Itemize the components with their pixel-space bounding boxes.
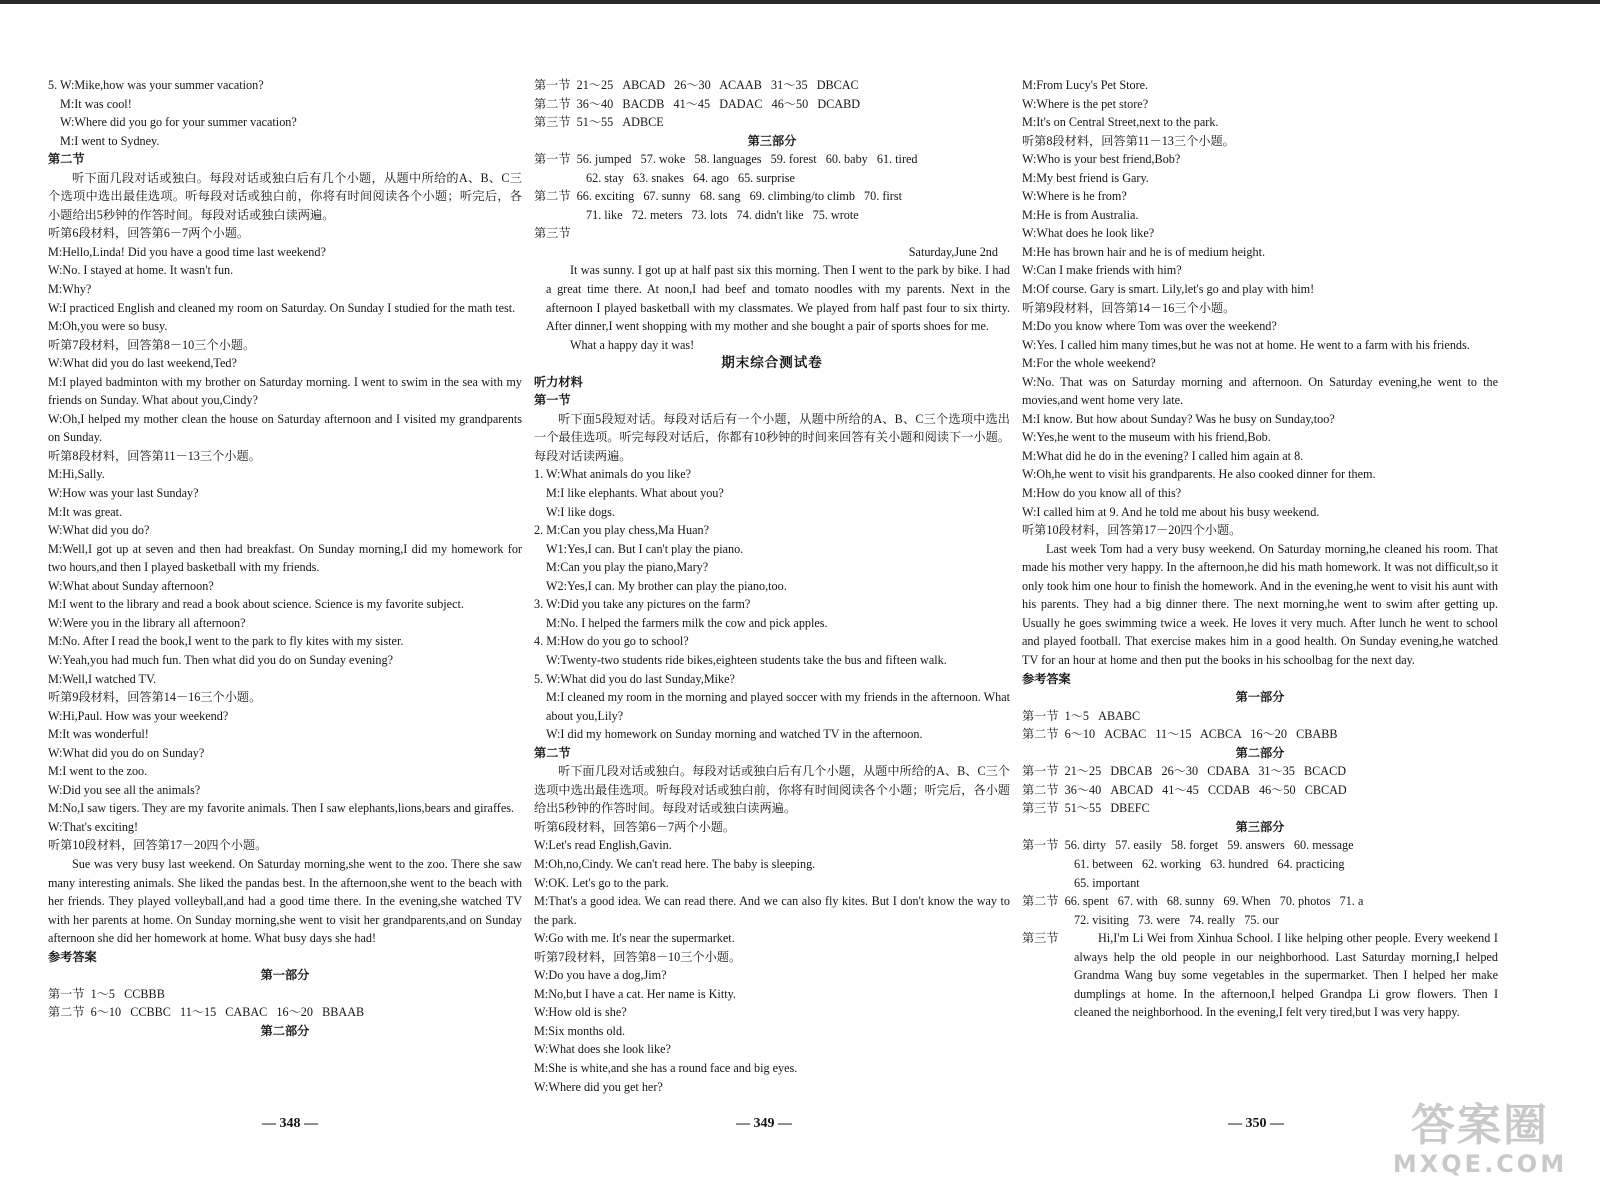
col1-line: M:No. After I read the book,I went to the park to fly kites with my sister. xyxy=(48,634,404,649)
col1-line: W:Did you see all the animals? xyxy=(48,782,201,797)
col2-line: 62. stay 63. snakes 64. ago 65. surprise xyxy=(586,170,795,185)
col2-line: 听第7段材料，回答第8－10三个小题。 xyxy=(534,949,742,964)
col2-line: M:I cleaned my room in the morning and played soccer with my friends in the afternoon. What about you,Lily? xyxy=(546,690,1010,723)
col3-line: M:It's on Central Street,next to the park. xyxy=(1022,115,1219,130)
col2-line: M:Oh,no,Cindy. We can't read here. The baby is sleeping. xyxy=(534,856,816,871)
col1-line: M:Well,I got up at seven and then had breakfast. On Sunday morning,I did my homework for two hours,and then I played basketball with my friends. xyxy=(48,541,522,575)
col3-line: 第二节 36～40 ABCAD 41～45 CCDAB 46～50 CBCAD xyxy=(1022,782,1347,797)
col3-line: W:Yes. I called him many times,but he was not at home. He went to a farm with his friends. xyxy=(1022,337,1470,352)
col3-line: 第一节 21～25 DBCAB 26～30 CDABA 31～35 BCACD xyxy=(1022,764,1347,779)
col1-line: M:Oh,you were so busy. xyxy=(48,319,168,334)
col3-line: M:For the whole weekend? xyxy=(1022,356,1156,371)
col1-line: M:Well,I watched TV. xyxy=(48,671,157,686)
col1-line: Sue was very busy last weekend. On Saturday morning,she went to the zoo. There she saw many interesting animals. She liked the pandas best. In the afternoon,she went to the beach with her friends. They played volleyball,and had a good time there. In the evening,she watched TV with her parents at home. On Sunday morning,she went to visit her grandparents,and on Sunday afternoon she did her homework at home. What busy days she had! xyxy=(48,856,522,946)
col3-line: 第二节 6～10 ACBAC 11～15 ACBCA 16～20 CBABB xyxy=(1022,727,1338,742)
col2-line: 听下面几段对话或独白。每段对话或独白后有几个小题，从题中所给的A、B、C三个选项中选出最佳选项。听每段对话或独白前，你将有时间阅读各个小题；听完后，各小题给出5秒钟的作答时间。每段对话或独白读两遍。 xyxy=(534,764,1010,816)
col2-line: 听第6段材料，回答第6－7两个小题。 xyxy=(534,819,736,834)
col3-line: W:What does he look like? xyxy=(1022,226,1155,241)
col3-line: M:Of course. Gary is smart. Lily,let's go and play with him! xyxy=(1022,282,1315,297)
watermark-url: MXQE.COM xyxy=(1392,1150,1568,1178)
col1-line: 听第10段材料，回答第17－20四个小题。 xyxy=(48,838,268,853)
col3-line: Last week Tom had a very busy weekend. On Saturday morning,he cleaned his room. That made his mother very happy. In the afternoon,he did his math homework. It was not difficult,so it only took him one hour to finish the homework. And in the evening,he went to visit his aunt with his parents. They had a big dinner there. The next morning,he went to swim after getting up. Usually he goes swimming twice a week. He loves it very much. After lunch he went to school and played football. That exercise makes him in a good health. On Sunday evening,he watched TV for an hour at home and then put the books in his schoolbag for the next day. xyxy=(1022,541,1498,667)
col2-line: 第三节 xyxy=(534,226,571,241)
col2-line: Saturday,June 2nd xyxy=(908,244,998,259)
col1-line: M:Hi,Sally. xyxy=(48,467,105,482)
col1-line: M:No,I saw tigers. They are my favorite animals. Then I saw elephants,lions,bears and giraffes. xyxy=(48,801,515,816)
col1-line: W:What did you do? xyxy=(48,523,150,538)
col2-line: 71. like 72. meters 73. lots 74. didn't like 75. wrote xyxy=(586,207,859,222)
col1-line: W:I practiced English and cleaned my room on Saturday. On Sunday I studied for the math test. xyxy=(48,300,516,315)
col3-line: W:No. That was on Saturday morning and afternoon. On Saturday evening,he went to the movies,and went home very late. xyxy=(1022,374,1498,408)
col1-line: M:It was wonderful! xyxy=(48,727,149,742)
col1-line: 听第7段材料，回答第8－10三个小题。 xyxy=(48,337,256,352)
top-border-rule xyxy=(0,0,1600,4)
column-right xyxy=(1022,76,1498,1022)
column-middle xyxy=(534,76,1010,1096)
col2-line: W2:Yes,I can. My brother can play the piano,too. xyxy=(546,578,787,593)
col2-line: W:Twenty-two students ride bikes,eighteen students take the bus and fifteen walk. xyxy=(546,652,947,667)
col2-line: 第一节 21～25 ABCAD 26～30 ACAAB 31～35 DBCAC xyxy=(534,78,859,92)
col2-line: 期末综合测试卷 xyxy=(721,355,823,371)
col2-line: 第一节 56. jumped 57. woke 58. languages 59. forest 60. baby 61. tired xyxy=(534,152,918,167)
col1-line: 第一部分 xyxy=(260,968,310,983)
col3-line: 第二节 66. spent 67. with 68. sunny 69. When 70. photos 71. a xyxy=(1022,894,1364,909)
col2-line: W:OK. Let's go to the park. xyxy=(534,875,669,890)
col1-line: W:That's exciting! xyxy=(48,819,139,834)
col3-line: W:Oh,he went to visit his grandparents. He also cooked dinner for them. xyxy=(1022,467,1376,482)
col2-line: M:No. I helped the farmers milk the cow and pick apples. xyxy=(546,615,828,630)
col2-line: M:Six months old. xyxy=(534,1023,626,1038)
col2-line: 4. M:How do you go to school? xyxy=(534,634,689,649)
col2-line: W:Do you have a dog,Jim? xyxy=(534,968,667,983)
col1-line: 听第6段材料，回答第6－7两个小题。 xyxy=(48,226,250,241)
col1-line: W:Where did you go for your summer vacation? xyxy=(60,115,297,130)
col2-line: 1. W:What animals do you like? xyxy=(534,467,692,482)
col3-line: 第一节 1～5 ABABC xyxy=(1022,708,1141,723)
col2-line: W:What does she look like? xyxy=(534,1042,671,1057)
col2-line: M:Can you play the piano,Mary? xyxy=(546,560,709,575)
col3-line: M:Do you know where Tom was over the weekend? xyxy=(1022,319,1277,334)
col1-line: 听第8段材料，回答第11－13三个小题。 xyxy=(48,448,261,463)
col1-line: 第二节 6～10 CCBBC 11～15 CABAC 16～20 BBAAB xyxy=(48,1005,365,1020)
col1-line: W:Hi,Paul. How was your weekend? xyxy=(48,708,229,723)
col1-line: W:What did you do last weekend,Ted? xyxy=(48,356,237,371)
col3-line: W:Yes,he went to the museum with his friend,Bob. xyxy=(1022,430,1271,445)
col3-line: 第一部分 xyxy=(1235,690,1285,705)
col1-line: W:No. I stayed at home. It wasn't fun. xyxy=(48,263,234,278)
col3-line: M:From Lucy's Pet Store. xyxy=(1022,78,1149,92)
col3-section3-block xyxy=(1022,929,1498,1022)
col2-line: 2. M:Can you play chess,Ma Huan? xyxy=(534,523,709,538)
col2-line: M:She is white,and she has a round face and big eyes. xyxy=(534,1060,798,1075)
col2-line: 第二节 66. exciting 67. sunny 68. sang 69. climbing/to climb 70. first xyxy=(534,189,902,204)
col2-line: M:That's a good idea. We can read there. And we can also fly kites. But I don't know the way to the park. xyxy=(534,894,1010,927)
col2-line: 5. W:What did you do last Sunday,Mike? xyxy=(534,671,735,686)
col3-line: W:Where is he from? xyxy=(1022,189,1127,204)
col3-line: M:How do you know all of this? xyxy=(1022,486,1182,501)
col2-line: W:Where did you get her? xyxy=(534,1079,663,1094)
col1-line: W:Yeah,you had much fun. Then what did you do on Sunday evening? xyxy=(48,652,394,667)
col3-line: M:I know. But how about Sunday? Was he busy on Sunday,too? xyxy=(1022,411,1335,426)
col3-line: 第一节 56. dirty 57. easily 58. forget 59. answers 60. message xyxy=(1022,838,1354,853)
col1-line: M:I played badminton with my brother on Saturday morning. I went to swim in the sea with my friends on Sunday. What about you,Cindy? xyxy=(48,374,522,408)
watermark-text: 答案圈 xyxy=(1411,1100,1549,1151)
col3-line: 听第10段材料，回答第17－20四个小题。 xyxy=(1022,523,1242,538)
col2-line: 第一节 xyxy=(534,393,571,408)
col3-line: M:My best friend is Gary. xyxy=(1022,170,1149,185)
col3-line: 第三节 51～55 DBEFC xyxy=(1022,801,1150,816)
col2-line: 听下面5段短对话。每段对话后有一个小题，从题中所给的A、B、C三个选项中选出一个最佳选项。听完每段对话后，你都有10秒钟的时间来回答有关小题和阅读下一小题。每段对话读两遍。 xyxy=(534,411,1010,463)
col1-line: 5. W:Mike,how was your summer vacation? xyxy=(48,78,264,92)
col1-line: W:What did you do on Sunday? xyxy=(48,745,205,760)
col2-line: 第三节 51～55 ADBCE xyxy=(534,115,664,130)
page-number-middle: — 349 — xyxy=(736,1116,792,1131)
col1-line: 第一节 1～5 CCBBB xyxy=(48,986,165,1001)
col3-line: M:What did he do in the evening? I called him again at 8. xyxy=(1022,448,1304,463)
col1-line: 听下面几段对话或独白。每段对话或独白后有几个小题，从题中所给的A、B、C三个选项中选出最佳选项。听每段对话或独白前，你将有时间阅读各个小题；听完后，各小题给出5秒钟的作答时间。每段对话或独白读两遍。 xyxy=(48,170,522,222)
page-number-left: — 348 — xyxy=(262,1116,318,1131)
col2-line: W:How old is she? xyxy=(534,1005,627,1020)
column-left xyxy=(48,76,522,1040)
col3-line: W:Can I make friends with him? xyxy=(1022,263,1182,278)
col1-line: W:Were you in the library all afternoon? xyxy=(48,615,246,630)
col2-line: 第二节 xyxy=(534,745,571,760)
col2-line: W:I like dogs. xyxy=(546,504,615,519)
col1-line: 参考答案 xyxy=(48,949,97,964)
col2-line: W:I did my homework on Sunday morning and watched TV in the afternoon. xyxy=(546,727,923,742)
col3-line: W:I called him at 9. And he told me about his busy weekend. xyxy=(1022,504,1320,519)
col2-line: It was sunny. I got up at half past six this morning. Then I went to the park by bike. I had a great time there. At noon,I had beef and tomato noodles with my parents. Next in the afternoon I played basketball with my classmates. We played from half past four to six thirty. After dinner,I went shopping with my mother and she bought a pair of sports shoes for me. xyxy=(546,263,1010,334)
col2-line: 3. W:Did you take any pictures on the farm? xyxy=(534,597,751,612)
col2-line: What a happy day it was! xyxy=(570,337,695,352)
col1-line: M:It was great. xyxy=(48,504,123,519)
col3-line: 第二部分 xyxy=(1235,745,1285,760)
col1-line: M:I went to the zoo. xyxy=(48,764,148,779)
writing-sample-paragraph: Hi,I'm Li Wei from Xinhua School. I like helping other people. Every weekend I always help the old people in our neighborhood. Last Saturday morning,I helped Grandma Wang buy some vegetables in the supermarket. Then I helped her make dumplings at home. In the afternoon,I helped Grandpa Li grow flowers. Then I cleaned the neighborhood. In the evening,I felt very tired,but I was very happy. xyxy=(1074,931,1498,1020)
col1-line: M:Why? xyxy=(48,282,92,297)
col3-line: 听第9段材料，回答第14－16三个小题。 xyxy=(1022,300,1236,315)
col2-line: W:Go with me. It's near the supermarket. xyxy=(534,931,735,946)
col3-line: 65. important xyxy=(1074,875,1140,890)
col2-line: M:I like elephants. What about you? xyxy=(546,486,724,501)
section-label: 第三节 xyxy=(1022,931,1059,946)
col2-line: 第三部分 xyxy=(747,133,797,148)
col1-line: W:What about Sunday afternoon? xyxy=(48,578,214,593)
col2-line: 第二节 36～40 BACDB 41～45 DADAC 46～50 DCABD xyxy=(534,96,861,111)
col2-line: M:No,but I have a cat. Her name is Kitty. xyxy=(534,986,736,1001)
col1-line: 第二节 xyxy=(48,152,85,167)
col2-line: 听力材料 xyxy=(534,374,583,389)
col3-line: 参考答案 xyxy=(1022,671,1071,686)
col3-line: 听第8段材料，回答第11－13三个小题。 xyxy=(1022,133,1235,148)
col3-line: 第三部分 xyxy=(1235,819,1285,834)
page-number-right: — 350 — xyxy=(1228,1116,1284,1131)
col1-line: M:Hello,Linda! Did you have a good time last weekend? xyxy=(48,244,326,259)
col1-line: M:I went to Sydney. xyxy=(60,133,160,148)
col1-line: 听第9段材料，回答第14－16三个小题。 xyxy=(48,690,262,705)
col1-line: M:I went to the library and read a book about science. Science is my favorite subject. xyxy=(48,597,464,612)
col3-line: M:He has brown hair and he is of medium height. xyxy=(1022,244,1266,259)
col1-line: W:Oh,I helped my mother clean the house on Saturday afternoon and I visited my grandparents on Sunday. xyxy=(48,411,522,445)
col3-line: W:Where is the pet store? xyxy=(1022,96,1149,111)
col3-line: 72. visiting 73. were 74. really 75. our xyxy=(1074,912,1279,927)
col2-line: W:Let's read English,Gavin. xyxy=(534,838,672,853)
col1-line: 第二部分 xyxy=(260,1023,310,1038)
col2-line: W1:Yes,I can. But I can't play the piano. xyxy=(546,541,744,556)
col1-line: W:How was your last Sunday? xyxy=(48,486,199,501)
col1-line: M:It was cool! xyxy=(60,96,132,111)
watermark-logo xyxy=(1390,1102,1570,1178)
col3-line: M:He is from Australia. xyxy=(1022,207,1139,222)
col3-line: W:Who is your best friend,Bob? xyxy=(1022,152,1181,167)
col3-line: 61. between 62. working 63. hundred 64. practicing xyxy=(1074,856,1345,871)
